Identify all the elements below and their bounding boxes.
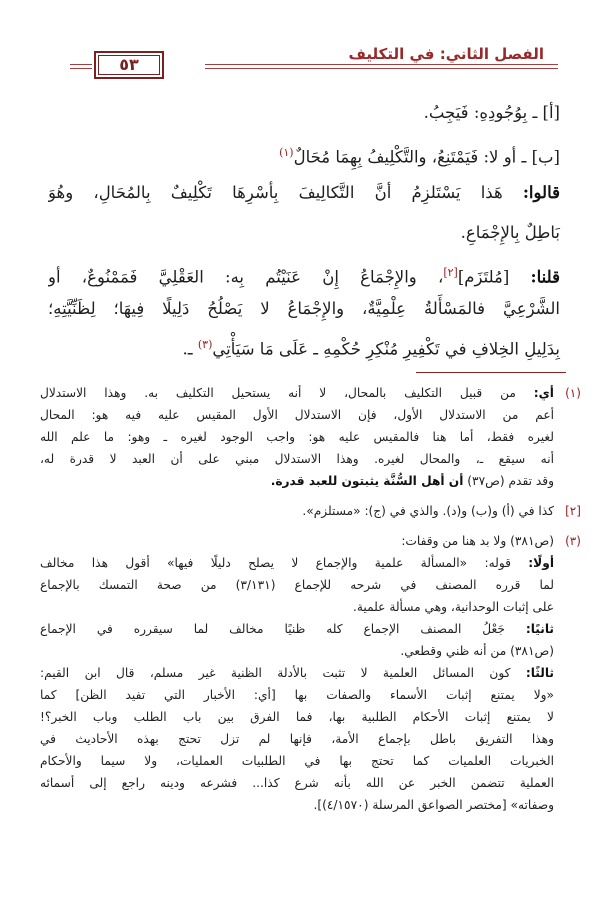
footnote-keyword: أولًا: xyxy=(528,556,554,570)
reply-label: قلنا: xyxy=(530,267,560,287)
reply-text-end: ـ. xyxy=(182,339,198,359)
objection-label: قالوا: xyxy=(522,183,560,202)
footnote-line xyxy=(40,640,584,662)
footnote-line xyxy=(40,684,584,706)
footnote-line xyxy=(40,794,584,816)
chapter-title: الفصل الثاني: في التكليف xyxy=(343,45,550,63)
footnote-separator xyxy=(416,372,566,373)
footnote-text: وهذا التفريق باطل بإجماع الأمة، فإنها لم تزل تحتج بهذه الأحاديث في xyxy=(40,732,554,746)
case-b: [ب] ـ أو لا: فَيَمْتَنِعُ، والتَّكْلِيفُ بِهِمَا مُحَالٌ xyxy=(293,147,560,167)
main-line xyxy=(48,216,560,250)
footnote-line xyxy=(40,382,584,404)
footnote-keyword: ثانيًا: xyxy=(525,622,554,636)
footnote-keyword: ثالثًا: xyxy=(525,666,554,680)
main-line xyxy=(48,176,560,210)
footnote-line xyxy=(40,404,584,426)
footnote-text: قوله: «المسألة علمية والإجماع لا يصلح دليلًا فيها» أقول هذا مخالف xyxy=(40,556,529,570)
page-number: ٥٣ xyxy=(94,51,164,79)
footnote-text: وصفاته» [مختصر الصواعق المرسلة (٤/١٥٧٠)]. xyxy=(313,798,554,812)
footnote-ref[interactable]: (١) xyxy=(279,146,294,159)
objection-text: هَذا يَسْتَلزِمُ أنَّ التَّكالِيفَ بِأسْرِهَا تَكْلِيفٌ بِالمُحَالِ، وهُوَ xyxy=(48,183,503,202)
footnote-keyword: أي: xyxy=(533,386,554,400)
footnote-text: الخبريات العلميات كما تحتج بها في الطلبيات العمليات، ولا سيما والأحكام xyxy=(40,754,554,768)
main-line xyxy=(48,136,560,170)
footnote-text: من قبيل التكليف بالمحال، لا أنه يستحيل التكليف به. وهذا الاستدلال xyxy=(40,386,534,400)
header-rule xyxy=(205,68,558,69)
footnote-line xyxy=(40,426,584,448)
footnote-text: العملية تتضمن الخبر عن الله بأنه شرع كذا... فشرعه ودينه راجع إلى أسمائه xyxy=(40,776,554,790)
footnote-text: كون المسائل العلمية لا تثبت بالأدلة الظنية غير مسلم، قال ابن القيم: xyxy=(40,666,526,680)
reply-text: الشَّرْعِيَّ فالمَسْأَلةُ عِلْمِيَّةٌ، والإِجْمَاعُ لا يَصْلُحُ دَلِيلًا فِيهَا؛ لِظَنِّيَّتِهِ؛ xyxy=(48,299,560,318)
footnote-text: لما قرره المصنف في شرحه للإجماع (٣/١٣١) من صحة التمسك بالإجماع xyxy=(40,578,554,592)
main-line xyxy=(48,256,560,290)
footnote-text: جَعْلُ المصنف الإجماع كله ظنيًا مخالف لما سيقرره في الإجماع xyxy=(40,622,526,636)
footnote-text: لغيره فقط، أما هنا فالمقيس عليه هو: واجب الوجود لغيره ـ وهو: ما علم الله xyxy=(40,430,554,444)
footnote-line xyxy=(40,552,584,574)
case-a: [أ] ـ بِوُجُودِهِ: فَيَجِبُ. xyxy=(423,103,560,122)
footnote-text: كذا في (أ) و(ب) و(د). والذي في (ج): «مستلزم». xyxy=(302,504,554,518)
footnote-line xyxy=(40,530,584,552)
footnote-line xyxy=(40,500,584,522)
footnote-number: [٢] xyxy=(565,504,581,518)
reply-text: بِدَلِيلِ الخِلافِ في تَكْفِيرِ مُنْكِرِ حُكْمِهِ ـ عَلَى مَا سَيَأْتِي xyxy=(212,339,560,359)
footnote-number: (٣) xyxy=(565,534,581,548)
footnote-line xyxy=(40,470,584,492)
footnote-text: وقد تقدم (ص٣٧) xyxy=(463,474,554,488)
footnote-line xyxy=(40,728,584,750)
reply-bracket: [مُلتَزَم] xyxy=(457,267,510,287)
main-line xyxy=(48,292,560,326)
footnote-text: «ولا يمتنع إثبات الأسماء والصفات بها [أي: الأخبار التي تفيد الظن] كما xyxy=(40,688,554,702)
main-line xyxy=(48,96,560,130)
footnote-ref[interactable]: [٢] xyxy=(443,266,458,279)
footnote-line xyxy=(40,772,584,794)
header-rule xyxy=(205,64,558,65)
footnote-ref[interactable]: (٣) xyxy=(197,338,213,351)
footnote-text: (ص٣٨١) من أنه ظني وقطعي. xyxy=(400,644,554,658)
footnote-text: أن أهل السُّنَّة يثبتون للعبد قدرة. xyxy=(270,474,464,488)
footnote-text: لا يمتنع إثبات الأحكام الطلبية بها، فما الفرق بين باب الطلب وباب الخبر؟! xyxy=(40,710,554,724)
footnote-text: أنه سيقع ـ، والمحال لغيره. وهذا الاستدلال مبني على أن العبد لا قدرة له، xyxy=(40,452,554,466)
footnote-text: أعم من الاستدلال الأول، فإن الاستدلال الأول المقيس عليه فيه هو: المحال xyxy=(40,408,554,422)
footnote-line xyxy=(40,596,584,618)
header-rule xyxy=(70,64,92,65)
objection-text-end: بَاطِلٌ بِالإِجْمَاعِ. xyxy=(460,223,560,242)
footnote-line xyxy=(40,448,584,470)
footnote-line xyxy=(40,662,584,684)
footnote-line xyxy=(40,618,584,640)
footnote-text: (ص٣٨١) ولا بد هنا من وقفات: xyxy=(401,534,554,548)
footnote-line xyxy=(40,750,584,772)
running-header xyxy=(70,42,572,76)
header-rule xyxy=(70,68,92,69)
main-line xyxy=(48,328,560,362)
footnote-number: (١) xyxy=(565,386,581,400)
footnote-text: على إثبات الوحدانية، وهي مسألة علمية. xyxy=(353,600,554,614)
footnote-line xyxy=(40,706,584,728)
reply-text: ، والإِجْمَاعُ إِنْ عَنَيْتُم بِه: العَقْلِيَّ فَمَمْنُوعٌ، أو xyxy=(48,267,444,287)
footnote-line xyxy=(40,574,584,596)
